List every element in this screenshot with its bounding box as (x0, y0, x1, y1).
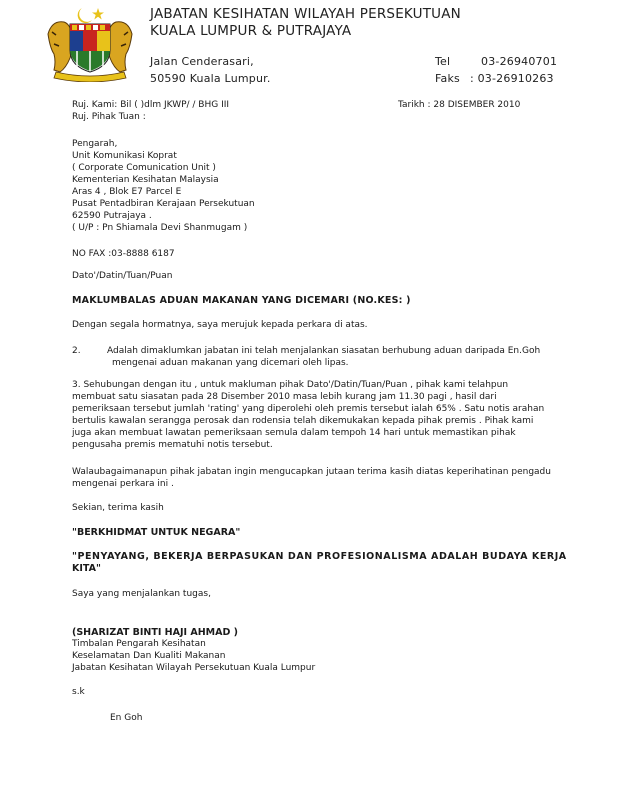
recipient-line: Unit Komunikasi Koprat (72, 151, 177, 161)
org-name-line2: KUALA LUMPUR & PUTRAJAYA (150, 23, 352, 39)
recipient-line: 62590 Putrajaya . (72, 211, 152, 221)
recipient-line: Pengarah, (72, 139, 118, 149)
para4-line2: mengenai perkara ini . (72, 479, 174, 489)
recipient-line: Kementerian Kesihatan Malaysia (72, 175, 219, 185)
para2-line1: Adalah dimaklumkan jabatan ini telah menjalankan siasatan berhubung aduan daripada En.Goh (107, 346, 541, 356)
para3-line: bertulis kawalan serangga perosak dan rodensia telah dikemukakan kepada pihak premis . Pihak kami (72, 416, 534, 426)
para3-line: pemeriksaan tersebut jumlah 'rating' yang diperolehi oleh premis tersebut ialah 65% . Satu notis arahan (72, 404, 545, 414)
opening-sentence: Dengan segala hormatnya, saya merujuk kepada perkara di atas. (72, 320, 368, 330)
ruj-pihak-tuan: Ruj. Pihak Tuan : (72, 112, 146, 122)
closing: Sekian, terima kasih (72, 503, 164, 513)
cc-name: En Goh (110, 713, 143, 723)
para3-line: 3. Sehubungan dengan itu , untuk makluman pihak Dato'/Datin/Tuan/Puan , pihak kami telahpun (72, 380, 509, 390)
para2-line2: mengenai aduan makanan yang dicemari oleh lipas. (112, 358, 349, 368)
recipient-line: Pusat Pentadbiran Kerajaan Persekutuan (72, 199, 255, 209)
address-line1: Jalan Cenderasari, (150, 55, 254, 68)
para3-line: juga akan membuat lawatan pemeriksaan semula dalam tempoh 14 hari untuk memastikan pihak (72, 428, 516, 438)
para2-number: 2. (72, 346, 81, 356)
address-line2: 50590 Kuala Lumpur. (150, 72, 271, 85)
motto-berkhidmat: "BERKHIDMAT UNTUK NEGARA" (72, 527, 241, 538)
sign-off: Saya yang menjalankan tugas, (72, 589, 211, 599)
para4-line1: Walaubagaimanapun pihak jabatan ingin mengucapkan jutaan terima kasih diatas keperihatinan pengadu (72, 467, 551, 477)
signatory-name: (SHARIZAT BINTI HAJI AHMAD ) (72, 627, 238, 638)
tel-label: Tel (435, 55, 451, 68)
para3-line: membuat satu siasatan pada 28 Disember 2010 masa lebih kurang jam 11.30 pagi , hasil dari (72, 392, 497, 402)
para3-line: pengusaha premis mematuhi notis tersebut. (72, 440, 273, 450)
recipient-line: ( Corporate Comunication Unit ) (72, 163, 216, 173)
org-name-line1: JABATAN KESIHATAN WILAYAH PERSEKUTUAN (150, 6, 461, 22)
malaysia-coat-of-arms-logo (42, 4, 138, 82)
tarikh: Tarikh : 28 DISEMBER 2010 (398, 100, 521, 110)
recipient-line: Aras 4 , Blok E7 Parcel E (72, 187, 182, 197)
salutation: Dato'/Datin/Tuan/Puan (72, 271, 173, 281)
subject-heading: MAKLUMBALAS ADUAN MAKANAN YANG DICEMARI (NO.KES: ) (72, 295, 411, 306)
cc-label: s.k (72, 687, 85, 697)
signatory-title1: Timbalan Pengarah Kesihatan (72, 639, 206, 649)
signatory-title2: Keselamatan Dan Kualiti Makanan (72, 651, 226, 661)
fax-label: Faks (435, 72, 460, 85)
fax-number: NO FAX :03-8888 6187 (72, 249, 175, 259)
recipient-line: ( U/P : Pn Shiamala Devi Shanmugam ) (72, 223, 248, 233)
motto-penyayang-line2: KITA" (72, 563, 101, 574)
motto-penyayang-line1: "PENYAYANG, BEKERJA BERPASUKAN DAN PROFESIONALISMA ADALAH BUDAYA KERJA (72, 551, 567, 562)
ruj-kami: Ruj. Kami: Bil ( )dlm JKWP/ / BHG III (72, 100, 230, 110)
fax-value: : 03-26910263 (470, 72, 554, 85)
signatory-title3: Jabatan Kesihatan Wilayah Persekutuan Kuala Lumpur (72, 663, 316, 673)
tel-value: 03-26940701 (481, 55, 558, 68)
